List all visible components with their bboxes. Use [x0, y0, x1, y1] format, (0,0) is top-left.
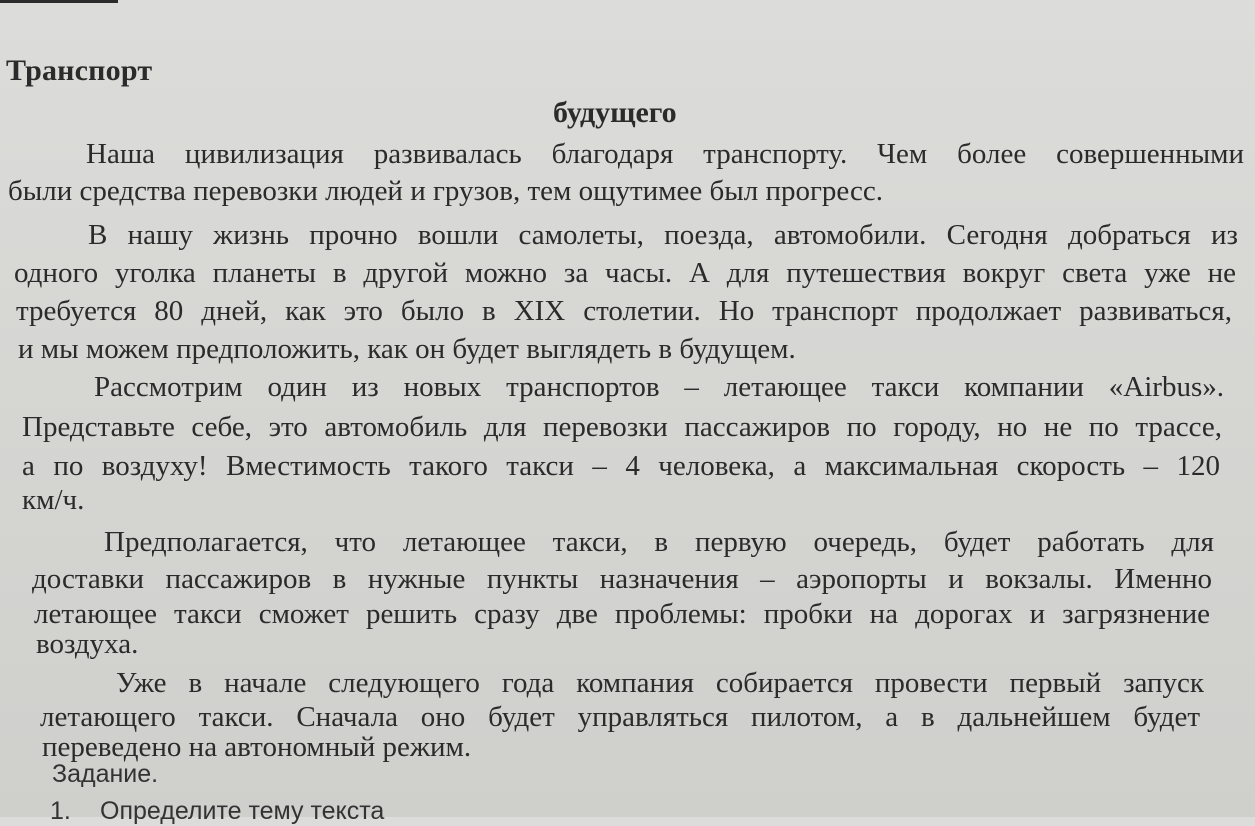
paragraph-5-line-3: переведено на автономный режим.: [42, 731, 472, 763]
top-rule: [0, 0, 118, 3]
task-label: Задание.: [52, 760, 159, 788]
task-item-1: [50, 797, 384, 826]
paragraph-5-line-1: Уже в начале следующего года компания собирается провести первый запуск: [116, 667, 1204, 699]
paragraph-2-line-3: требуется 80 дней, как это было в XIX столетии. Но транспорт продолжает развиваться,: [16, 295, 1232, 327]
paragraph-3-line-4: км/ч.: [22, 484, 85, 516]
paragraph-3-line-2: Представьте себе, это автомобиль для перевозки пассажиров по городу, но не по трассе,: [22, 411, 1222, 443]
title-line-2: будущего: [553, 96, 677, 129]
paragraph-2-line-4: и мы можем предположить, как он будет выглядеть в будущем.: [18, 333, 796, 365]
task-item-number: 1.: [50, 797, 71, 825]
paragraph-1-line-2: были средства перевозки людей и грузов, тем ощутимее был прогресс.: [8, 175, 883, 207]
paragraph-4-line-3: летающее такси сможет решить сразу две проблемы: пробки на дорогах и загрязнение: [34, 598, 1210, 630]
paragraph-2-line-2: одного уголка планеты в другой можно за часы. А для путешествия вокруг света уже не: [14, 257, 1236, 289]
paragraph-4-line-2: доставки пассажиров в нужные пункты назначения – аэропорты и вокзалы. Именно: [32, 563, 1212, 595]
paragraph-4-line-1: Предполагается, что летающее такси, в первую очередь, будет работать для: [104, 526, 1214, 558]
paragraph-4-line-4: воздуха.: [36, 628, 139, 660]
title-line-1: Транспорт: [6, 54, 153, 87]
paragraph-5-line-2: летающего такси. Сначала оно будет управляться пилотом, а в дальнейшем будет: [40, 701, 1200, 733]
paragraph-3-line-1: Рассмотрим один из новых транспортов – летающее такси компании «Airbus».: [94, 371, 1224, 403]
paragraph-2-line-1: В нашу жизнь прочно вошли самолеты, поезда, автомобили. Сегодня добраться из: [88, 219, 1238, 251]
paragraph-3-line-3: а по воздуху! Вместимость такого такси – 4 человека, а максимальная скорость – 120: [22, 450, 1220, 482]
paragraph-1-line-1: Наша цивилизация развивалась благодаря транспорту. Чем более совершенными: [86, 138, 1244, 170]
task-item-text: Определите тему текста: [100, 797, 385, 825]
